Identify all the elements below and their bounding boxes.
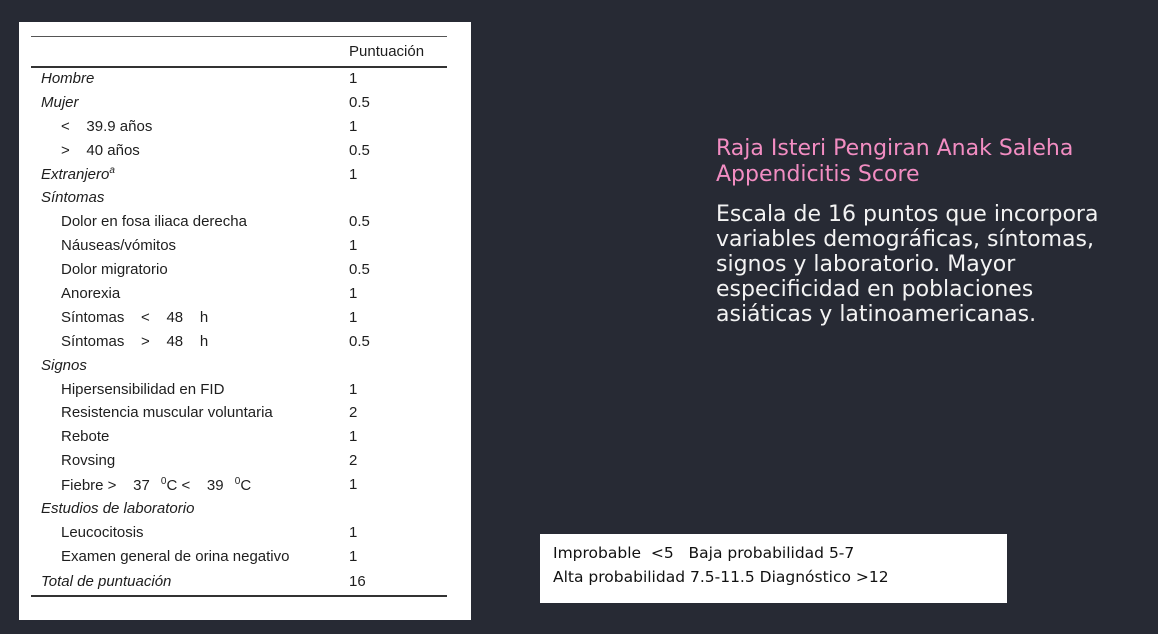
score-description: Escala de 16 puntos que incorpora variables demográficas, síntomas, signos y laboratorio. Mayor especificidad en poblaciones asiáticas y latinoamericanas. <box>716 202 1099 327</box>
table-row <box>31 186 447 210</box>
probability-line-2: Alta probabilidad 7.5-11.5 Diagnóstico >12 <box>553 568 889 586</box>
table-row <box>31 138 447 162</box>
row-score <box>349 497 447 521</box>
table-row <box>31 90 447 114</box>
row-label <box>31 305 349 329</box>
row-score: 0.5 <box>349 332 370 350</box>
score-title: Raja Isteri Pengiran Anak Saleha Appendicitis Score <box>716 136 1074 187</box>
row-label <box>31 282 349 306</box>
row-label-text: Síntomas <box>41 189 105 207</box>
row-label <box>31 401 349 425</box>
table-row <box>31 114 447 138</box>
table-body <box>31 67 447 597</box>
table-row <box>31 305 447 329</box>
row-label-text: Hombre <box>41 70 95 88</box>
row-score: 1 <box>349 380 358 398</box>
table-row <box>31 377 447 401</box>
row-label <box>31 449 349 473</box>
row-label <box>31 497 349 521</box>
row-score: 0.5 <box>349 141 370 159</box>
row-label <box>31 234 349 258</box>
row-label-text: Resistencia muscular voluntaria <box>61 404 273 422</box>
row-score: 1 <box>349 237 358 255</box>
row-label <box>31 258 349 282</box>
row-label <box>31 353 349 377</box>
table-row <box>31 353 447 377</box>
row-label <box>31 329 349 353</box>
row-label <box>31 67 349 91</box>
row-label-text: Leucocitosis <box>61 523 144 541</box>
row-label-text: > 40 años <box>61 141 140 159</box>
table-row <box>31 544 447 568</box>
row-score: 2 <box>349 452 358 470</box>
row-label-text: Examen general de orina negativo <box>61 547 290 565</box>
table-row <box>31 449 447 473</box>
table-row <box>31 234 447 258</box>
row-label <box>31 138 349 162</box>
row-score: 0.5 <box>349 213 370 231</box>
footnote-marker: a <box>109 165 115 176</box>
row-label-text: Náuseas/vómitos <box>61 237 177 255</box>
row-label-text: Estudios de laboratorio <box>41 499 195 517</box>
probability-line-1: Improbable <5 Baja probabilidad 5-7 <box>553 544 855 562</box>
table-row <box>31 568 447 596</box>
table-header-blank <box>31 37 349 67</box>
row-label-text: Anorexia <box>61 284 121 302</box>
table-row <box>31 473 447 497</box>
row-label <box>31 377 349 401</box>
table-row <box>31 425 447 449</box>
table-row <box>31 258 447 282</box>
row-label-text: Signos <box>41 356 87 374</box>
row-score: 0.5 <box>349 93 370 111</box>
row-label <box>31 425 349 449</box>
table-row <box>31 67 447 91</box>
table-row <box>31 497 447 521</box>
row-label-text: Dolor en fosa iliaca derecha <box>61 213 247 231</box>
row-label-text: Total de puntuación <box>41 573 172 591</box>
row-score: 1 <box>349 165 358 183</box>
row-label-text: Mujer <box>41 93 79 111</box>
row-score: 1 <box>349 523 358 541</box>
row-label <box>31 90 349 114</box>
table-row <box>31 329 447 353</box>
row-score: 1 <box>349 70 358 88</box>
table-row <box>31 282 447 306</box>
degree-mark: 0 <box>223 475 241 487</box>
table-header-row <box>31 37 447 67</box>
row-label <box>31 210 349 234</box>
table-row <box>31 210 447 234</box>
row-score: 0.5 <box>349 261 370 279</box>
row-label <box>31 162 349 186</box>
row-label-end: C <box>240 476 252 494</box>
row-label <box>31 544 349 568</box>
row-label-text: Dolor migratorio <box>61 261 168 279</box>
row-score: 2 <box>349 404 358 422</box>
row-score: 16 <box>349 568 447 596</box>
row-label <box>31 186 349 210</box>
row-score: 1 <box>349 117 358 135</box>
row-label <box>31 114 349 138</box>
row-label-mid: C < 39 <box>166 476 224 494</box>
row-label-text: Rebote <box>61 428 110 446</box>
degree-mark: 0 <box>149 475 167 487</box>
table-header-score: Puntuación <box>349 37 447 67</box>
score-table <box>31 36 447 597</box>
row-score: 1 <box>349 476 358 494</box>
row-score: 1 <box>349 428 358 446</box>
row-label-text: Hipersensibilidad en FID <box>61 380 225 398</box>
row-label-text: Extranjero <box>41 166 110 183</box>
row-label-text: Síntomas > 48 h <box>61 332 209 350</box>
row-label-text: Síntomas < 48 h <box>61 308 209 326</box>
row-score: 1 <box>349 308 358 326</box>
row-score: 1 <box>349 547 358 565</box>
probability-box <box>540 534 1007 603</box>
row-label <box>31 520 349 544</box>
table-row <box>31 520 447 544</box>
description-block <box>716 136 1136 327</box>
row-score <box>349 353 447 377</box>
row-label-text: < 39.9 años <box>61 117 153 135</box>
table-row <box>31 162 447 186</box>
row-score <box>349 186 447 210</box>
row-label <box>31 568 349 596</box>
row-label <box>31 473 349 497</box>
row-label-text: Rovsing <box>61 452 116 470</box>
row-score: 1 <box>349 284 358 302</box>
row-label-text: Fiebre > 37 <box>61 476 150 494</box>
table-row <box>31 401 447 425</box>
score-table-panel <box>19 22 471 620</box>
